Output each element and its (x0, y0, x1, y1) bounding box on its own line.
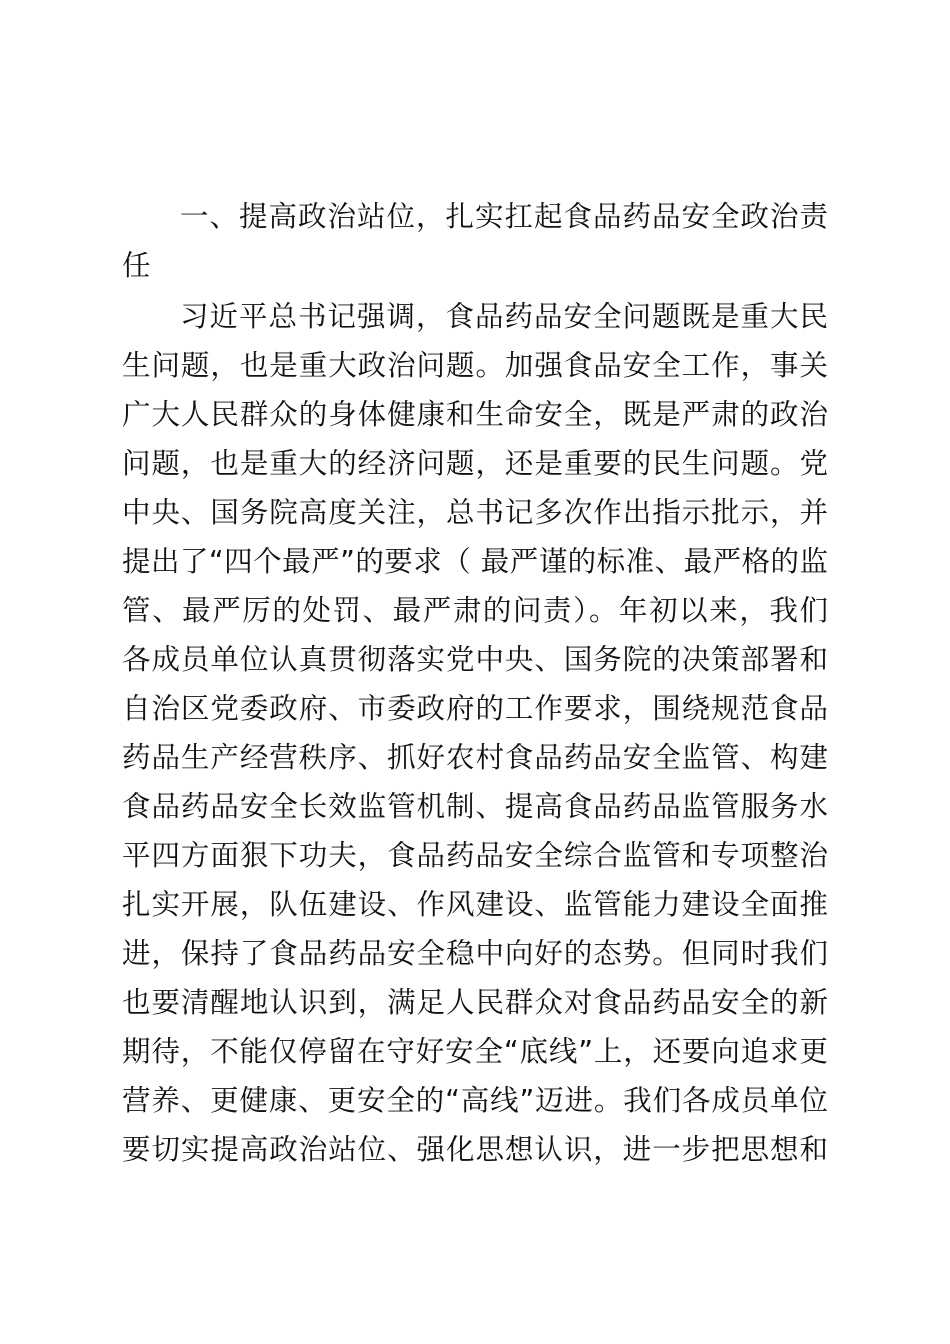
body-line: 扎实开展，队伍建设、作风建设、监管能力建设全面推 (122, 888, 828, 921)
body-line: 进，保持了食品药品安全稳中向好的态势。但同时我们 (122, 937, 828, 970)
body-line: 期待，不能仅停留在守好安全“底线”上，还要向追求更 (122, 1035, 828, 1068)
body-line: 营养、更健康、更安全的“高线”迈进。我们各成员单位 (122, 1084, 828, 1117)
body-line: 管、最严厉的处罚、最严肃的问责）。年初以来，我们 (122, 594, 828, 627)
body-line: 自治区党委政府、市委政府的工作要求，围绕规范食品 (122, 692, 828, 725)
body-line: 各成员单位认真贯彻落实党中央、国务院的决策部署和 (122, 643, 828, 676)
body-line: 广大人民群众的身体健康和生命安全，既是严肃的政治 (122, 398, 828, 431)
body-line: 生问题，也是重大政治问题。加强食品安全工作，事关 (122, 349, 828, 382)
heading-line-1: 一、提高政治站位，扎实扛起食品药品安全政治责 (180, 200, 828, 233)
body-line: 药品生产经营秩序、抓好农村食品药品安全监管、构建 (122, 741, 828, 774)
body-line: 问题，也是重大的经济问题，还是重要的民生问题。党 (122, 447, 828, 480)
body-line: 平四方面狠下功夫，食品药品安全综合监管和专项整治 (122, 839, 828, 872)
heading-line-2: 任 (122, 249, 151, 282)
body-line: 提出了“四个最严”的要求（ 最严谨的标准、最严格的监 (122, 545, 828, 578)
body-line: 也要清醒地认识到，满足人民群众对食品药品安全的新 (122, 986, 828, 1019)
body-line: 要切实提高政治站位、强化思想认识，进一步把思想和 (122, 1133, 828, 1166)
body-line: 食品药品安全长效监管机制、提高食品药品监管服务水 (122, 790, 828, 823)
body-line: 中央、国务院高度关注，总书记多次作出指示批示，并 (122, 496, 828, 529)
body-line: 习近平总书记强调，食品药品安全问题既是重大民 (180, 300, 828, 333)
